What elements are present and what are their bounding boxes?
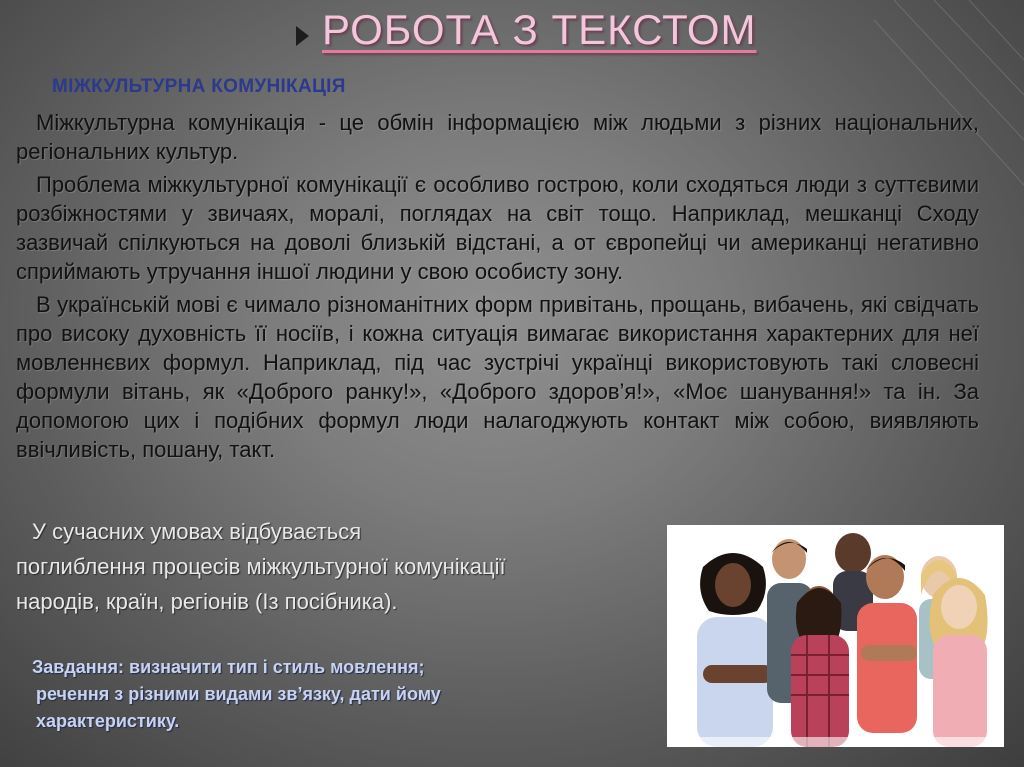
task-line: характеристику. (36, 711, 180, 731)
group-photo (667, 525, 1004, 747)
closing-line: У сучасних умовах відбувається (32, 519, 362, 544)
person-center-girl (791, 586, 849, 747)
person-left (697, 553, 773, 747)
paragraph-definition: Міжкультурна комунікація - це обмін інформацією між людьми з різних національних, регіональних культур. (16, 110, 979, 164)
main-text-block (16, 108, 979, 464)
task-line: речення з різними видами зв’язку, дати йому (36, 684, 441, 704)
slide-title: РОБОТА З ТЕКСТОМ (322, 6, 757, 53)
closing-text-block (16, 514, 666, 619)
arrow-bullet-icon (296, 26, 309, 46)
person-blonde-right (929, 578, 987, 747)
paragraph-greetings: В українській мові є чимало різноманітних форм привітань, прощань, вибачень, які свідчать про високу духовність її носіїв, і кожна ситуація вимагає використання характерних для неї мовленнєвих формул. Наприклад, під час зустрічі українці використовують такі словесні формули вітань, як «Доброго ранку!», «Доброго здоров’я!», «Моє шанування!» та ін. За допомогою цих і подібних формул люди налагоджують контакт між собою, виявляють ввічливість, пошану, такт. (16, 292, 979, 462)
closing-line: поглиблення процесів міжкультурної комунікації (16, 554, 506, 579)
task-line: Завдання: визначити тип і стиль мовлення; (32, 657, 425, 677)
slide-subtitle: МІЖКУЛЬТУРНА КОМУНІКАЦІЯ (52, 76, 346, 97)
paragraph-problem: Проблема міжкультурної комунікації є особливо гострою, коли сходяться люди з суттєвими розбіжностями у звичаях, моралі, поглядах на світ тощо. Наприклад, мешканці Сходу зазвичай спілкуються на доволі близькій відстані, а от європейці чи американці негативно сприймають утручання іншої людини у свою особисту зону. (16, 172, 979, 284)
closing-line: народів, країн, регіонів (Із посібника). (16, 589, 398, 614)
task-block (32, 654, 592, 735)
group-photo-illustration (667, 525, 1004, 747)
